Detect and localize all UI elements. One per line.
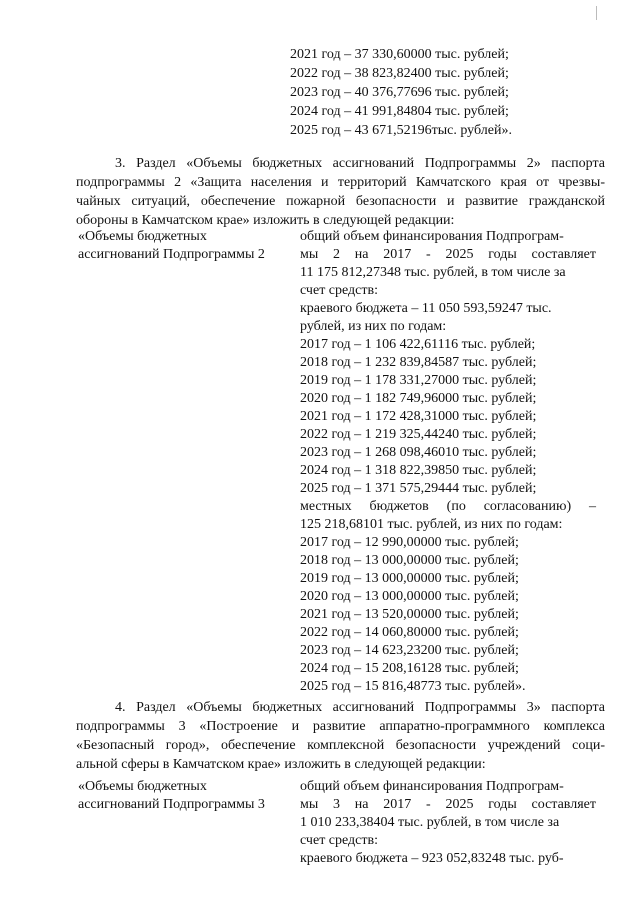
- table-right-line: общий объем финансирования Подпрограм-: [300, 779, 564, 794]
- table-right-line: 2024 год – 15 208,16128 тыс. рублей;: [300, 661, 519, 676]
- table-left-cell: ассигнований Подпрограммы 3: [78, 797, 265, 812]
- paragraph-line: «Безопасный город», обеспечение комплексной безопасности учреждений соци-: [76, 738, 605, 753]
- table-right-line: 2024 год – 1 318 822,39850 тыс. рублей;: [300, 463, 537, 478]
- table-right-line: 2019 год – 1 178 331,27000 тыс. рублей;: [300, 373, 537, 388]
- table-left-cell: «Объемы бюджетных: [78, 779, 207, 794]
- table-right-line: 2017 год – 1 106 422,61116 тыс. рублей;: [300, 337, 536, 352]
- table-right-line: 2023 год – 14 623,23200 тыс. рублей;: [300, 643, 519, 658]
- scan-mark: [596, 6, 607, 20]
- table-left-cell: «Объемы бюджетных: [78, 229, 207, 244]
- table-right-line: 11 175 812,27348 тыс. рублей, в том числе за: [300, 265, 566, 280]
- table-right-line: общий объем финансирования Подпрограм-: [300, 229, 564, 244]
- paragraph-line: 4. Раздел «Объемы бюджетных ассигнований Подпрограммы 3» паспорта: [115, 700, 605, 715]
- table-right-line: 125 218,68101 тыс. рублей, из них по годам:: [300, 517, 563, 532]
- table-right-line: 2022 год – 1 219 325,44240 тыс. рублей;: [300, 427, 537, 442]
- table-right-line: 2021 год – 13 520,00000 тыс. рублей;: [300, 607, 519, 622]
- table-right-line: 2020 год – 1 182 749,96000 тыс. рублей;: [300, 391, 537, 406]
- table-right-line: 2023 год – 1 268 098,46010 тыс. рублей;: [300, 445, 537, 460]
- year-line: 2021 год – 37 330,60000 тыс. рублей;: [290, 47, 509, 62]
- year-line: 2023 год – 40 376,77696 тыс. рублей;: [290, 85, 509, 100]
- paragraph-line: 3. Раздел «Объемы бюджетных ассигнований Подпрограммы 2» паспорта: [115, 156, 605, 171]
- table-right-line: 2020 год – 13 000,00000 тыс. рублей;: [300, 589, 519, 604]
- table-right-line: 2025 год – 1 371 575,29444 тыс. рублей;: [300, 481, 537, 496]
- paragraph-line: альной сферы в Камчатском крае» изложить в следующей редакции:: [76, 757, 486, 772]
- paragraph-line: подпрограммы 2 «Защита населения и территорий Камчатского края от чрезвы-: [76, 175, 605, 190]
- year-line: 2022 год – 38 823,82400 тыс. рублей;: [290, 66, 509, 81]
- table-right-line: рублей, из них по годам:: [300, 319, 447, 334]
- table-right-line: счет средств:: [300, 283, 379, 298]
- table-right-line: 1 010 233,38404 тыс. рублей, в том числе за: [300, 815, 560, 830]
- paragraph-line: подпрограммы 3 «Построение и развитие аппаратно-программного комплекса: [76, 719, 605, 734]
- table-right-line: краевого бюджета – 923 052,83248 тыс. руб-: [300, 851, 564, 866]
- table-right-line: 2018 год – 13 000,00000 тыс. рублей;: [300, 553, 519, 568]
- table-right-line: мы 2 на 2017 - 2025 годы составляет: [300, 247, 596, 262]
- table-right-line: 2019 год – 13 000,00000 тыс. рублей;: [300, 571, 519, 586]
- table-left-cell: ассигнований Подпрограммы 2: [78, 247, 265, 262]
- paragraph-line: обороны в Камчатском крае» изложить в следующей редакции:: [76, 213, 455, 228]
- table-right-line: 2017 год – 12 990,00000 тыс. рублей;: [300, 535, 519, 550]
- year-line: 2024 год – 41 991,84804 тыс. рублей;: [290, 104, 509, 119]
- table-right-line: краевого бюджета – 11 050 593,59247 тыс.: [300, 301, 552, 316]
- table-right-line: 2021 год – 1 172 428,31000 тыс. рублей;: [300, 409, 537, 424]
- table-right-line: мы 3 на 2017 - 2025 годы составляет: [300, 797, 596, 812]
- year-line: 2025 год – 43 671,52196тыс. рублей».: [290, 123, 512, 138]
- table-right-line: 2025 год – 15 816,48773 тыс. рублей».: [300, 679, 526, 694]
- table-right-line: счет средств:: [300, 833, 379, 848]
- table-right-line: 2018 год – 1 232 839,84587 тыс. рублей;: [300, 355, 537, 370]
- paragraph-line: чайных ситуаций, обеспечение пожарной безопасности и развитие гражданской: [76, 194, 605, 209]
- table-right-line: 2022 год – 14 060,80000 тыс. рублей;: [300, 625, 519, 640]
- table-right-line: местных бюджетов (по согласованию) –: [300, 499, 596, 514]
